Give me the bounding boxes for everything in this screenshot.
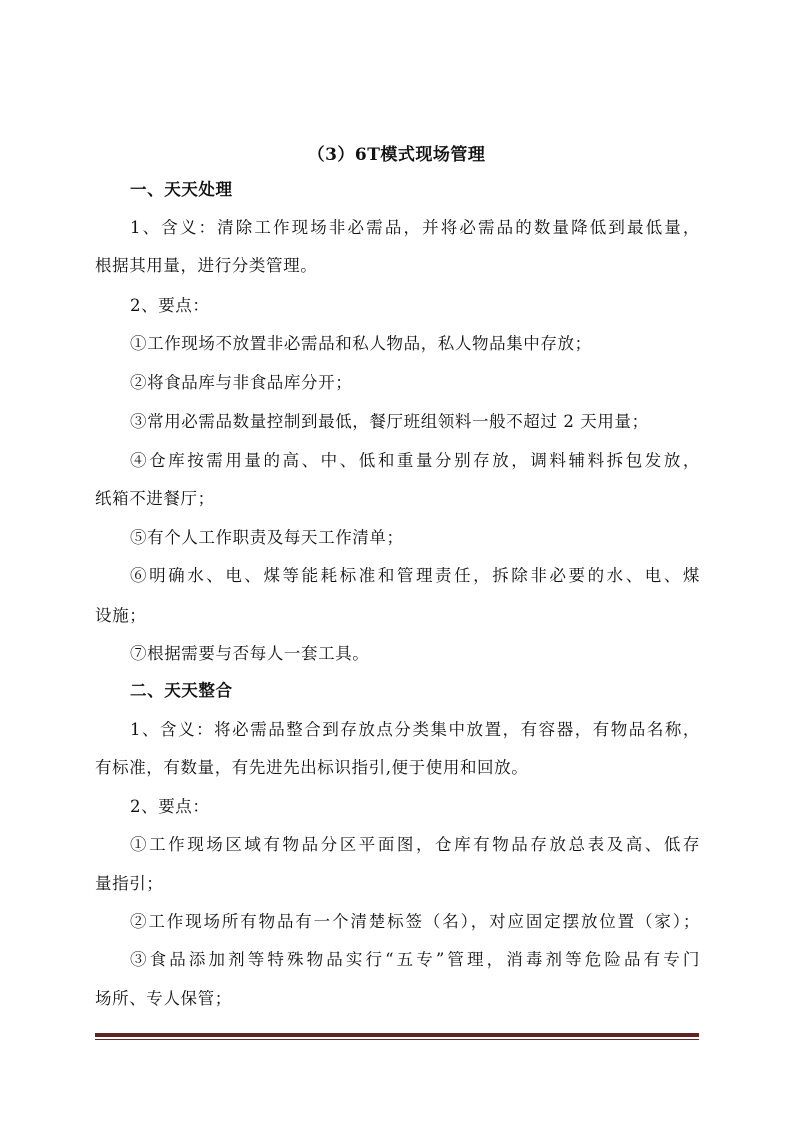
paragraph-line: ④仓库按需用量的高、中、低和重量分别存放，调料辅料拆包发放， [130,451,700,470]
paragraph-line: 设施； [95,606,147,625]
paragraph-line: 2、要点： [130,296,210,315]
paragraph-line: ③食品添加剂等特殊物品实行“五专”管理，消毒剂等危险品有专门 [130,950,700,969]
paragraph-line: 1、含义：清除工作现场非必需品，并将必需品的数量降低到最低量， [130,218,700,237]
paragraph-line: ②将食品库与非食品库分开； [130,373,353,392]
section-heading: 二、天天整合 [130,681,233,700]
paragraph-line: 场所、专人保管； [95,989,232,1008]
paragraph-line: ①工作现场不放置非必需品和私人物品，私人物品集中存放； [130,334,592,353]
footer-rule-thin [95,1039,699,1040]
paragraph-line: 根据其用量，进行分类管理。 [95,256,318,275]
paragraph-line: 量指引； [95,874,164,893]
paragraph-line: 1、含义：将必需品整合到存放点分类集中放置，有容器，有物品名称， [130,720,700,739]
paragraph-line: ⑥明确水、电、煤等能耗标准和管理责任，拆除非必要的水、电、煤 [130,566,700,585]
paragraph-line: 纸箱不进餐厅； [95,489,215,508]
paragraph-line: ⑦根据需要与否每人一套工具。 [130,644,370,663]
paragraph-line: 有标准，有数量，有先进先出标识指引,便于使用和回放。 [95,758,529,777]
section-heading: 一、天天处理 [130,180,233,199]
paragraph-line: ①工作现场区域有物品分区平面图，仓库有物品存放总表及高、低存 [130,835,700,854]
footer-rule-thick [95,1033,699,1037]
paragraph-line: ③常用必需品数量控制到最低，餐厅班组领料一般不超过 2 天用量； [130,412,649,431]
paragraph-line: 2、要点： [130,797,210,816]
paragraph-line: ②工作现场所有物品有一个清楚标签（名），对应固定摆放位置（家）； [130,912,700,931]
page-title: （3）6T模式现场管理 [307,145,486,165]
paragraph-line: ⑤有个人工作职责及每天工作清单； [130,528,404,547]
